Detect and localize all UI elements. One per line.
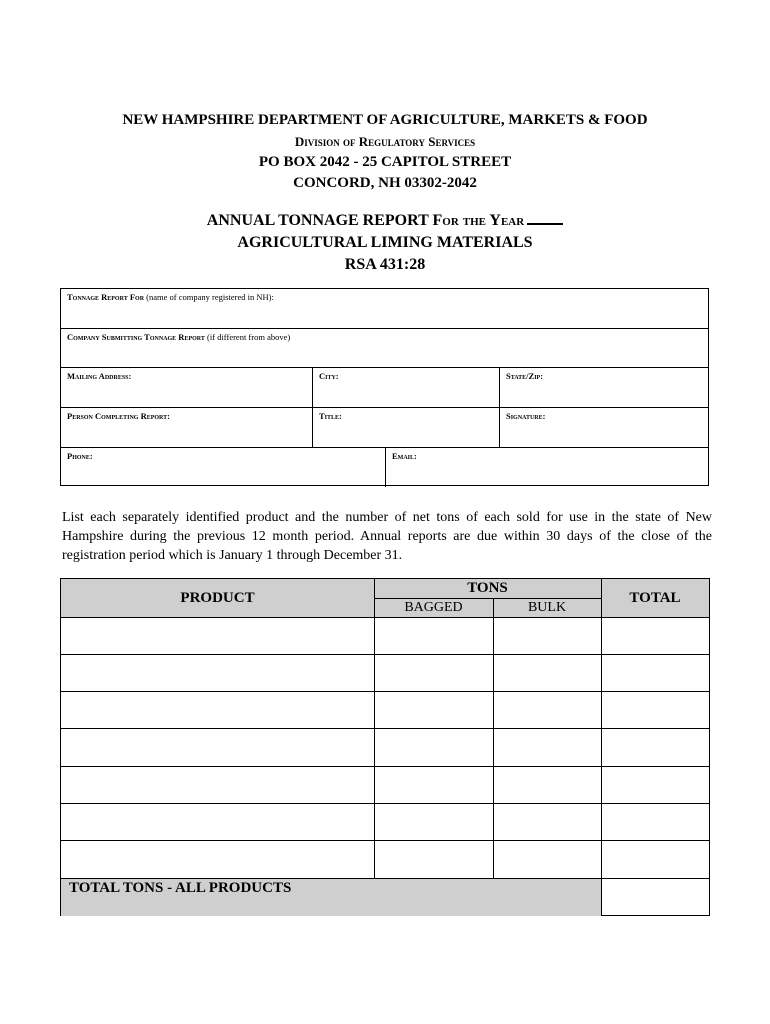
rsa-reference: RSA 431:28 [344, 256, 426, 273]
city-address: CONCORD, NH 03302-2042 [293, 175, 477, 191]
total-header: TOTAL [629, 590, 681, 606]
state-zip-label: State/Zip: [506, 371, 544, 381]
company-submitting-label: Company Submitting Tonnage Report [67, 332, 205, 342]
bagged-header: BAGGED [404, 600, 463, 615]
year-blank[interactable] [527, 211, 563, 225]
tons-subheader-line [374, 598, 601, 599]
product-tonnage-table [60, 578, 710, 916]
row-tonnage-report-for [61, 289, 708, 329]
state-zip-field[interactable] [499, 368, 708, 407]
product-entry-cells[interactable] [61, 618, 374, 878]
street-address: PO BOX 2042 - 25 CAPITOL STREET [258, 154, 512, 170]
company-submitting-field[interactable] [61, 329, 708, 368]
company-info-grid [60, 288, 709, 486]
person-completing-field[interactable] [61, 408, 312, 447]
materials-title: AGRICULTURAL LIMING MATERIALS [237, 234, 533, 251]
total-entry-cells[interactable] [602, 618, 709, 878]
bulk-header: BULK [527, 600, 567, 615]
report-title-prefix: ANNUAL TONNAGE REPORT [206, 212, 433, 229]
tonnage-report-for-label: Tonnage Report For [67, 292, 145, 302]
mailing-address-field[interactable] [61, 368, 312, 407]
report-title [0, 210, 770, 232]
product-header: PRODUCT [180, 590, 255, 606]
department-name: NEW HAMPSHIRE DEPARTMENT OF AGRICULTURE, MARKETS & FOOD [122, 112, 648, 128]
row-mailing-address [61, 367, 708, 407]
title-field[interactable] [312, 408, 499, 447]
division-name: Division of Regulatory Services [294, 134, 476, 149]
report-title-block [0, 210, 770, 276]
row-company-submitting [61, 328, 708, 368]
total-tons-row [61, 879, 601, 916]
phone-label: Phone: [67, 451, 93, 461]
bulk-entry-cells[interactable] [494, 618, 601, 878]
tonnage-report-for-field[interactable] [61, 289, 708, 329]
mailing-address-label: Mailing Address: [67, 371, 132, 381]
report-title-suffix: For the Year [432, 212, 525, 229]
total-tons-label: TOTAL TONS - ALL PRODUCTS [69, 880, 292, 896]
email-field[interactable] [385, 448, 708, 487]
phone-field[interactable] [61, 448, 385, 487]
city-label: City: [319, 371, 339, 381]
city-field[interactable] [312, 368, 499, 407]
tons-header: TONS [467, 580, 508, 596]
form-header [0, 110, 770, 194]
signature-field[interactable] [499, 408, 708, 447]
title-label: Title: [319, 411, 342, 421]
email-label: Email: [392, 451, 417, 461]
tonnage-report-for-note: (name of company registered in NH): [146, 292, 274, 302]
row-phone-email [61, 447, 708, 487]
row-person-completing [61, 407, 708, 447]
company-submitting-note: (if different from above) [207, 332, 291, 342]
person-completing-label: Person Completing Report: [67, 411, 171, 421]
bagged-entry-cells[interactable] [375, 618, 493, 878]
instructions-paragraph: List each separately identified product and the number of net tons of each sold for use in the state of New Hampshire during the previous 12 month period. Annual reports are due within 30 days of the close of the registration period which is January 1 through December 31. [62, 510, 712, 563]
signature-label: Signature: [506, 411, 546, 421]
grand-total-cell[interactable] [602, 879, 709, 915]
